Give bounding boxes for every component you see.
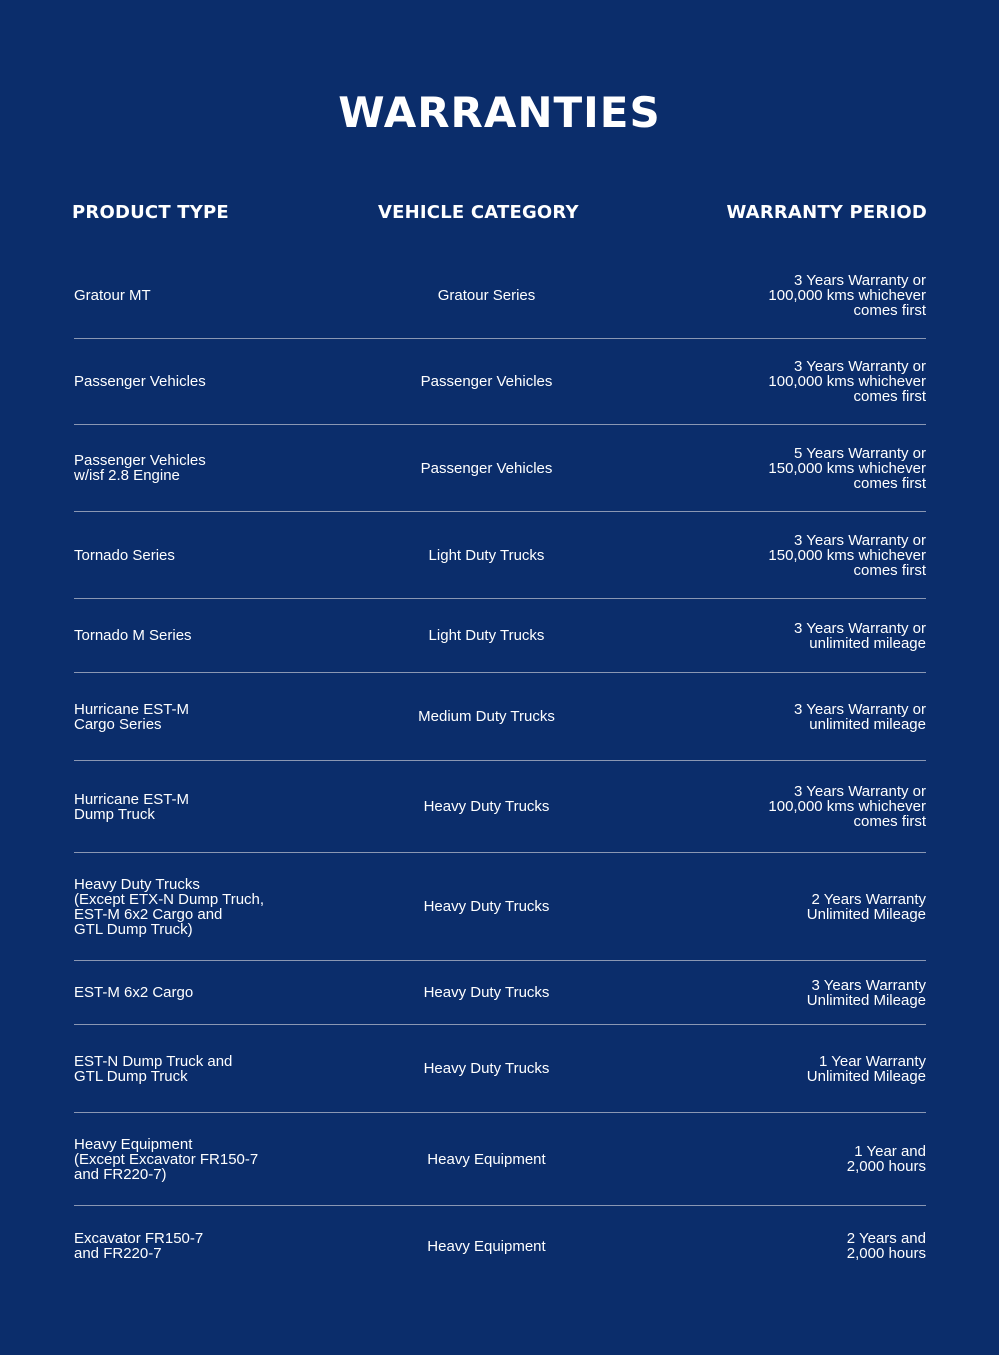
header-warranty-period: WARRANTY PERIOD: [726, 202, 927, 223]
table-row: [74, 761, 926, 853]
warranty-period-cell: 3 Years Warranty or 100,000 kms whichever comes first: [768, 271, 926, 319]
vehicle-category-cell: Heavy Equipment: [427, 1150, 546, 1168]
product-type-cell: EST-M 6x2 Cargo: [74, 984, 194, 1001]
product-type-cell: Gratour MT: [74, 286, 151, 304]
vehicle-category-cell: Heavy Duty Trucks: [423, 798, 550, 815]
header-vehicle-category: VEHICLE CATEGORY: [378, 202, 579, 223]
table-row: [74, 425, 926, 512]
warranty-period-cell: 3 Years Warranty or 150,000 kms whichever comes first: [768, 531, 926, 579]
vehicle-category-cell: Passenger Vehicles: [420, 373, 553, 390]
vehicle-category-cell: Heavy Duty Trucks: [423, 898, 550, 915]
vehicle-category-cell: Heavy Duty Trucks: [423, 1060, 550, 1077]
page-title: WARRANTIES: [338, 88, 661, 137]
table-row: [74, 961, 926, 1025]
warranty-period-cell: 3 Years Warranty or unlimited mileage: [793, 700, 926, 733]
warranty-period-cell: 5 Years Warranty or 150,000 kms whichever comes first: [768, 444, 926, 492]
warranty-period-cell: 3 Years Warranty or 100,000 kms whichever comes first: [768, 358, 926, 405]
table-row: [74, 853, 926, 961]
warranty-period-cell: 3 Years Warranty Unlimited Mileage: [806, 976, 926, 1009]
table-row: [74, 339, 926, 425]
vehicle-category-cell: Light Duty Trucks: [428, 546, 545, 564]
product-type-cell: Hurricane EST-M Cargo Series: [74, 700, 190, 733]
warranty-period-cell: 3 Years Warranty or unlimited mileage: [793, 619, 926, 652]
warranty-period-cell: 2 Years and 2,000 hours: [846, 1230, 926, 1262]
table-row: [74, 673, 926, 761]
product-type-cell: EST-N Dump Truck and GTL Dump Truck: [74, 1052, 233, 1085]
header-product-type: PRODUCT TYPE: [72, 202, 229, 223]
warranty-period-cell: 1 Year and 2,000 hours: [846, 1143, 926, 1175]
table-row: [74, 1206, 926, 1286]
table-row: [74, 1025, 926, 1113]
warranty-table: [74, 252, 926, 1286]
product-type-cell: Tornado Series: [74, 546, 175, 564]
table-row: [74, 599, 926, 673]
product-type-cell: Passenger Vehicles: [74, 373, 206, 390]
vehicle-category-cell: Heavy Equipment: [427, 1237, 546, 1255]
warranty-period-cell: 3 Years Warranty or 100,000 kms whichever comes first: [768, 783, 926, 830]
warranty-period-cell: 1 Year Warranty Unlimited Mileage: [806, 1052, 926, 1085]
vehicle-category-cell: Medium Duty Trucks: [418, 708, 555, 725]
table-row: [74, 252, 926, 339]
vehicle-category-cell: Passenger Vehicles: [420, 459, 553, 477]
product-type-cell: Heavy Equipment (Except Excavator FR150-7 and FR220-7): [74, 1135, 259, 1183]
vehicle-category-cell: Light Duty Trucks: [428, 627, 545, 644]
warranty-period-cell: 2 Years Warranty Unlimited Mileage: [806, 890, 926, 923]
product-type-cell: Heavy Duty Trucks (Except ETX-N Dump Truch, EST-M 6x2 Cargo and GTL Dump Truck): [74, 875, 265, 938]
product-type-cell: Tornado M Series: [74, 627, 192, 644]
vehicle-category-cell: Heavy Duty Trucks: [423, 984, 550, 1001]
vehicle-category-cell: Gratour Series: [437, 286, 536, 304]
product-type-cell: Hurricane EST-M Dump Truck: [74, 790, 190, 823]
table-row: [74, 512, 926, 599]
product-type-cell: Passenger Vehicles w/isf 2.8 Engine: [74, 452, 206, 484]
table-row: [74, 1113, 926, 1206]
product-type-cell: Excavator FR150-7 and FR220-7: [74, 1230, 204, 1262]
